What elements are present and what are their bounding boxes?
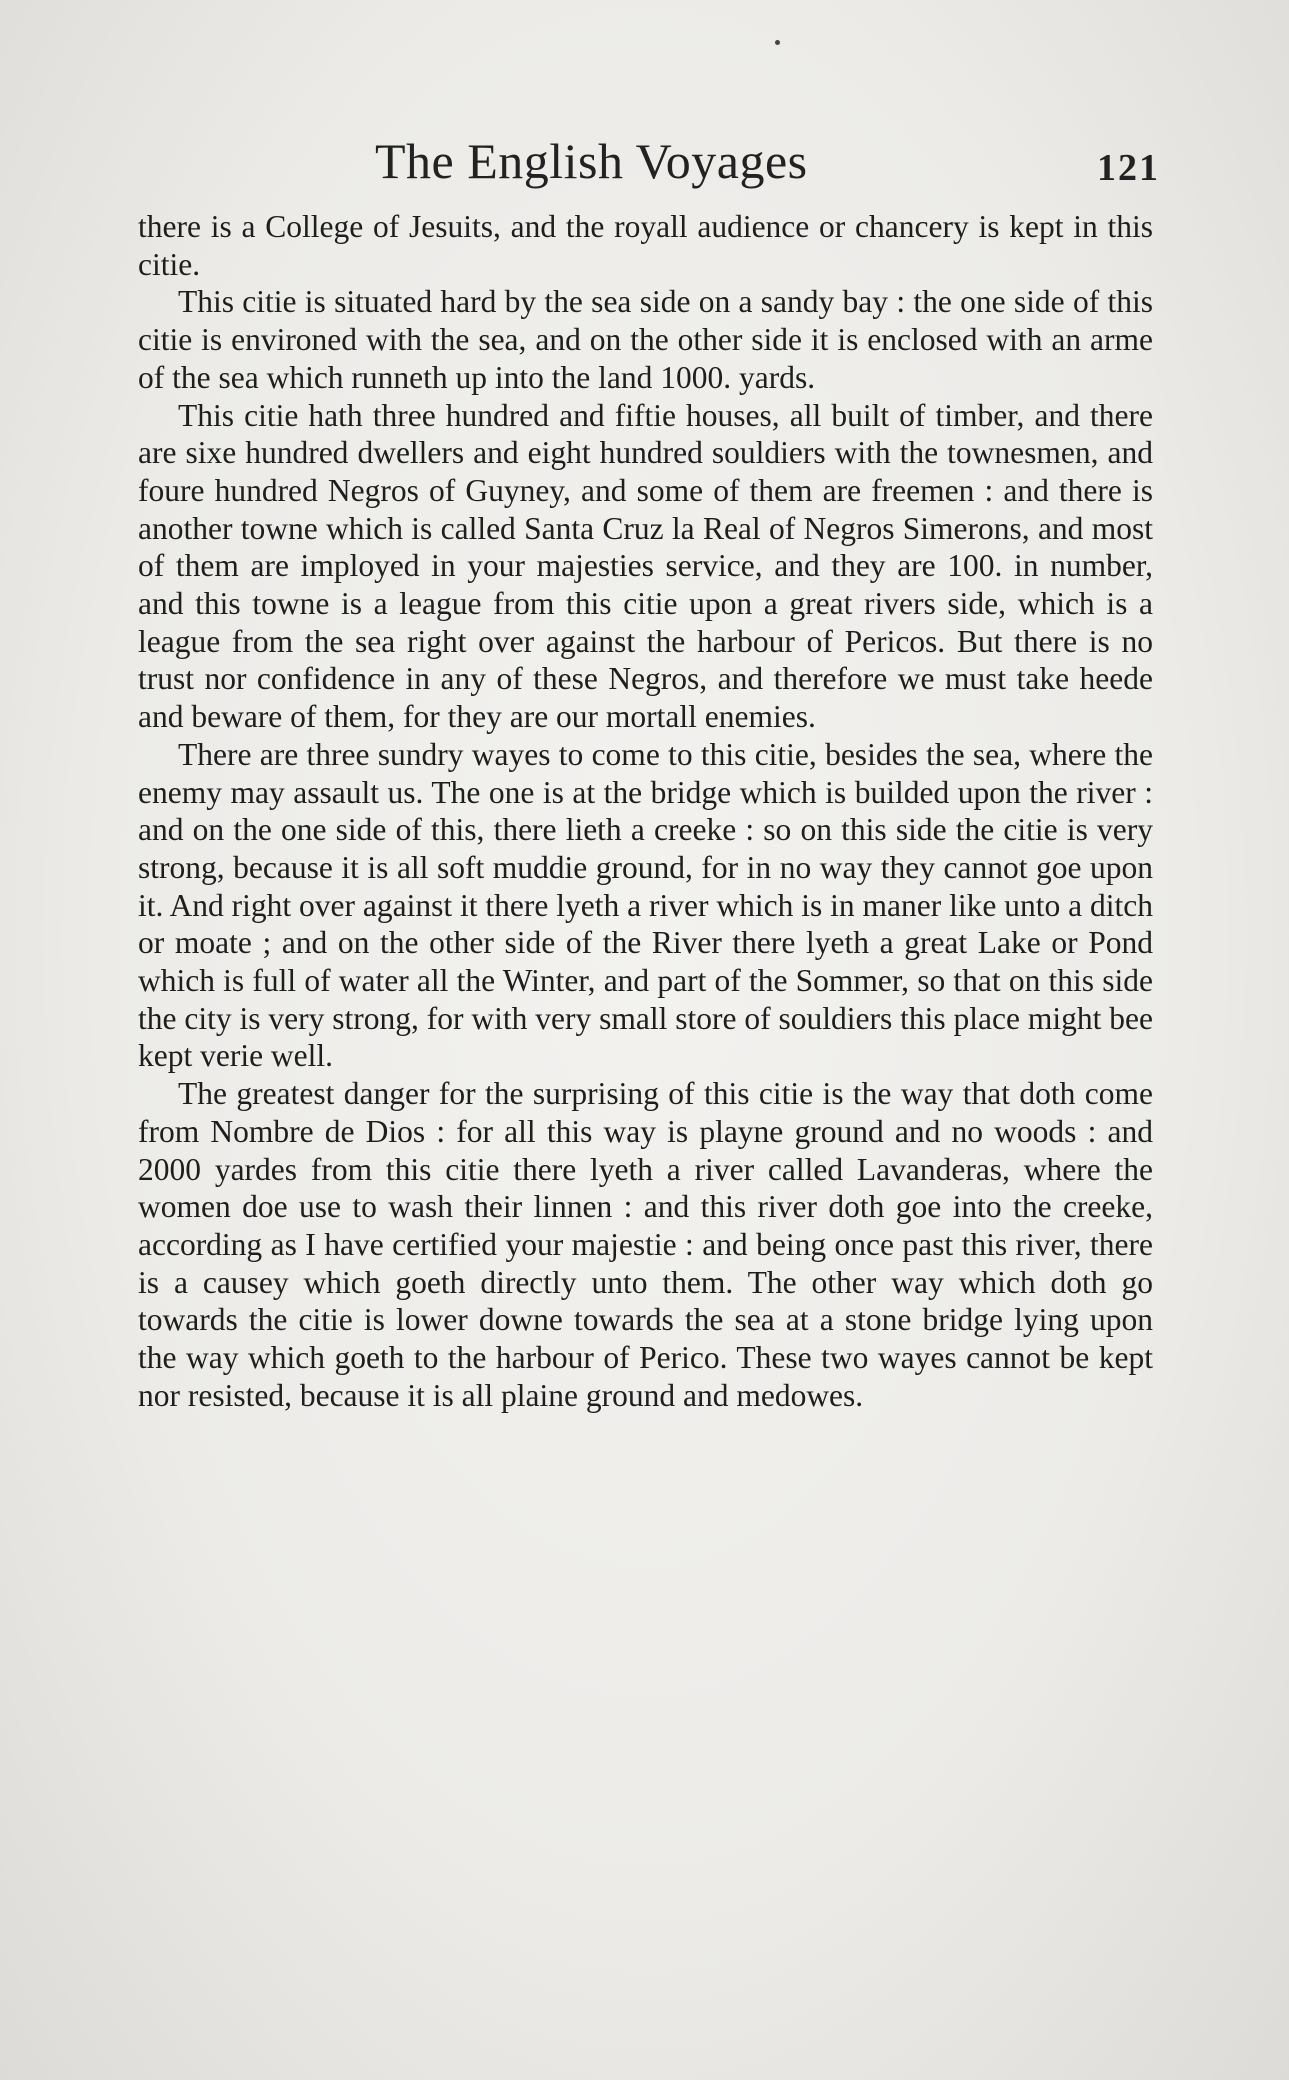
body-text <box>138 208 1153 1415</box>
page-number: 121 <box>1097 147 1160 189</box>
paragraph-4: There are three sundry wayes to come to this citie, besides the sea, where the enemy may assault us. The one is at the bridge which is builded upon the river : and on the one side of this, there lieth a creeke : so on this side the citie is very strong, because it is all soft muddie ground, for in no way they cannot goe upon it. And right over against it there lyeth a river which is in maner like unto a ditch or moate ; and on the other side of the River there lyeth a great Lake or Pond which is full of water all the Winter, and part of the Sommer, so that on this side the city is very strong, for with very small store of souldiers this place might bee kept verie well. <box>138 736 1153 1074</box>
paragraph-3: This citie hath three hundred and fiftie houses, all built of timber, and there are sixe hundred dwellers and eight hundred souldiers with the townesmen, and foure hundred Negros of Guyney, and some of them are freemen : and there is another towne which is called Santa Cruz la Real of Negros Simerons, and most of them are imployed in your majesties service, and they are 100. in number, and this towne is a league from this citie upon a great rivers side, which is a league from the sea right over against the harbour of Pericos. But there is no trust nor confidence in any of these Negros, and therefore we must take heede and beware of them, for they are our mortall enemies. <box>138 397 1153 735</box>
paragraph-5: The greatest danger for the surprising of this citie is the way that doth come from Nombre de Dios : for all this way is playne ground and no woods : and 2000 yardes from this citie there lyeth a river called Lavanderas, where the women doe use to wash their linnen : and this river doth goe into the creeke, according as I have certified your majestie : and being once past this river, there is a causey which goeth directly unto them. The other way which doth go towards the citie is lower downe towards the sea at a stone bridge lying upon the way which goeth to the harbour of Perico. These two wayes cannot be kept nor resisted, because it is all plaine ground and medowes. <box>138 1076 1153 1413</box>
running-title: The English Voyages <box>375 133 808 189</box>
paragraph-1: there is a College of Jesuits, and the royall audience or chancery is kept in this citie. <box>138 209 1153 282</box>
ink-speck <box>775 40 780 45</box>
running-head <box>140 132 1160 196</box>
paragraph-2: This citie is situated hard by the sea side on a sandy bay : the one side of this citie is environed with the sea, and on the other side it is enclosed with an arme of the sea which runneth up into the land 1000. yards. <box>138 284 1153 395</box>
